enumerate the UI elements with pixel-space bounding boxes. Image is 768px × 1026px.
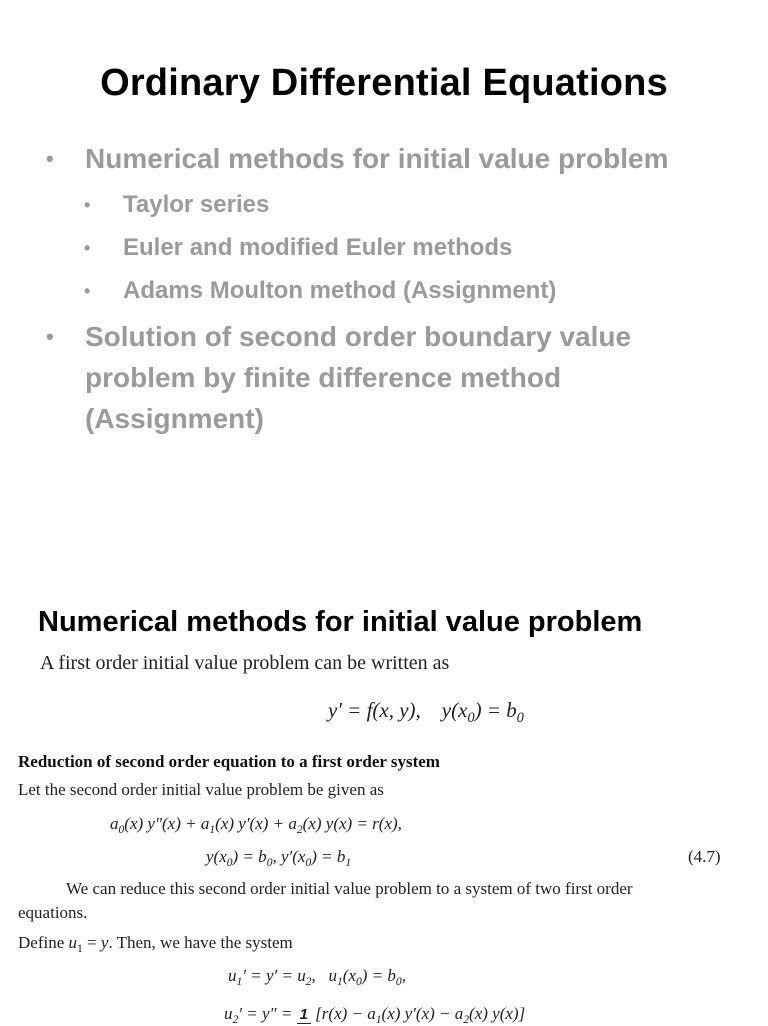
bullet-text: Numerical methods for initial value problem (85, 143, 669, 174)
bullet-dot-icon: • (84, 281, 91, 301)
bullet-dot-icon: • (84, 238, 91, 258)
ivp-equation: y′ = f(x, y), $y(x_0) = b_0$ (328, 698, 524, 726)
define-text: Define $u_1 = y$. Then, we have the system (18, 933, 293, 956)
sub-bullet-text: Taylor series (123, 191, 270, 218)
ode-equation-line-1: $a_0(x) y''(x) + a_1(x) y'(x) + a_2(x) y(x) = r(x)$, (110, 814, 402, 837)
slide-2 (0, 560, 768, 1024)
bullet-dot-icon: • (46, 146, 54, 171)
slide-title: Ordinary Differential Equations (100, 62, 668, 104)
section-heading: Reduction of second order equation to a first order system (18, 752, 440, 771)
sub-bullet-text: Euler and modified Euler methods (123, 234, 513, 261)
equation-number: (4.7) (688, 847, 721, 866)
paragraph-line: equations. (18, 903, 88, 922)
bullet-text: Solution of second order boundary value problem by finite difference method (Assignment) (85, 321, 632, 434)
paragraph-line: We can reduce this second order initial value problem to a system of two first order (66, 879, 633, 898)
bullet-dot-icon: • (84, 195, 91, 215)
ode-equation-line-2: $y(x_0) = b_0$, $y'(x_0) = b_1$ (206, 847, 352, 870)
slide-title: Numerical methods for initial value problem (38, 606, 643, 638)
sub-bullet-text: Adams Moulton method (Assignment) (123, 277, 557, 304)
bullet-dot-icon: • (46, 324, 54, 349)
system-equation-line-1: $u_1' = y' = u_2$, $u_1(x_0) = b_0$, (228, 966, 406, 989)
let-text: Let the second order initial value problem be given as (18, 780, 384, 799)
system-equation-line-2: $u_2' = y''$ = 1 [$r(x) - a_1(x) y'(x) - a_2(x)$ y(x)] (224, 1004, 526, 1026)
fraction: 1 (297, 1006, 311, 1024)
intro-text: A first order initial value problem can be written as (40, 652, 450, 674)
